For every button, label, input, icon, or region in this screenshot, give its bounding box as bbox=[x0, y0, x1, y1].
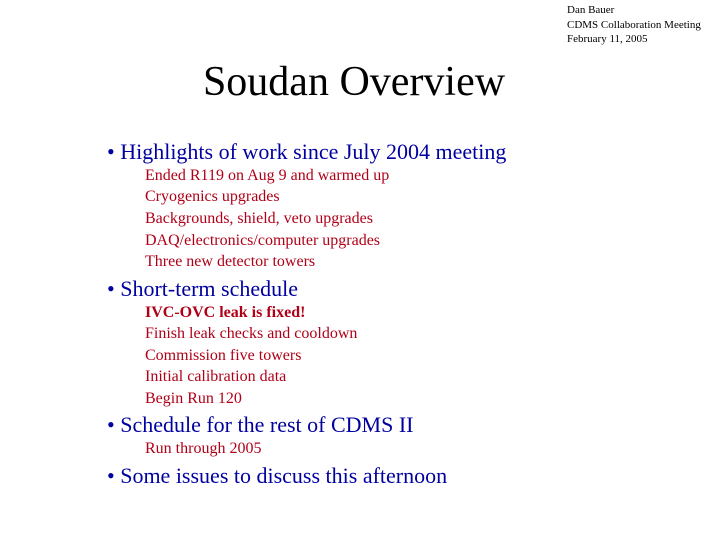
slide-header bbox=[567, 3, 701, 47]
list-item: Commission five towers bbox=[145, 347, 302, 364]
list-item: Backgrounds, shield, veto upgrades bbox=[145, 210, 373, 227]
list-item: IVC-OVC leak is fixed! bbox=[145, 304, 306, 321]
bullet-schedule-rest: • Schedule for the rest of CDMS II bbox=[107, 412, 414, 437]
bullet-issues: • Some issues to discuss this afternoon bbox=[107, 463, 448, 488]
list-item: Run through 2005 bbox=[145, 440, 262, 457]
slide-title: Soudan Overview bbox=[202, 59, 506, 105]
list-item: DAQ/electronics/computer upgrades bbox=[145, 232, 381, 249]
list-item: Cryogenics upgrades bbox=[145, 188, 280, 205]
date: February 11, 2005 bbox=[567, 33, 648, 45]
bullet-short-term: • Short-term schedule bbox=[107, 276, 298, 301]
list-item: Finish leak checks and cooldown bbox=[145, 325, 358, 342]
list-item: Initial calibration data bbox=[145, 368, 287, 385]
bullet-highlights: • Highlights of work since July 2004 meeting bbox=[107, 139, 507, 164]
list-item: Begin Run 120 bbox=[145, 390, 242, 407]
author: Dan Bauer bbox=[567, 4, 615, 16]
event: CDMS Collaboration Meeting bbox=[567, 18, 701, 31]
list-item: Ended R119 on Aug 9 and warmed up bbox=[145, 167, 390, 184]
list-item: Three new detector towers bbox=[145, 253, 316, 270]
